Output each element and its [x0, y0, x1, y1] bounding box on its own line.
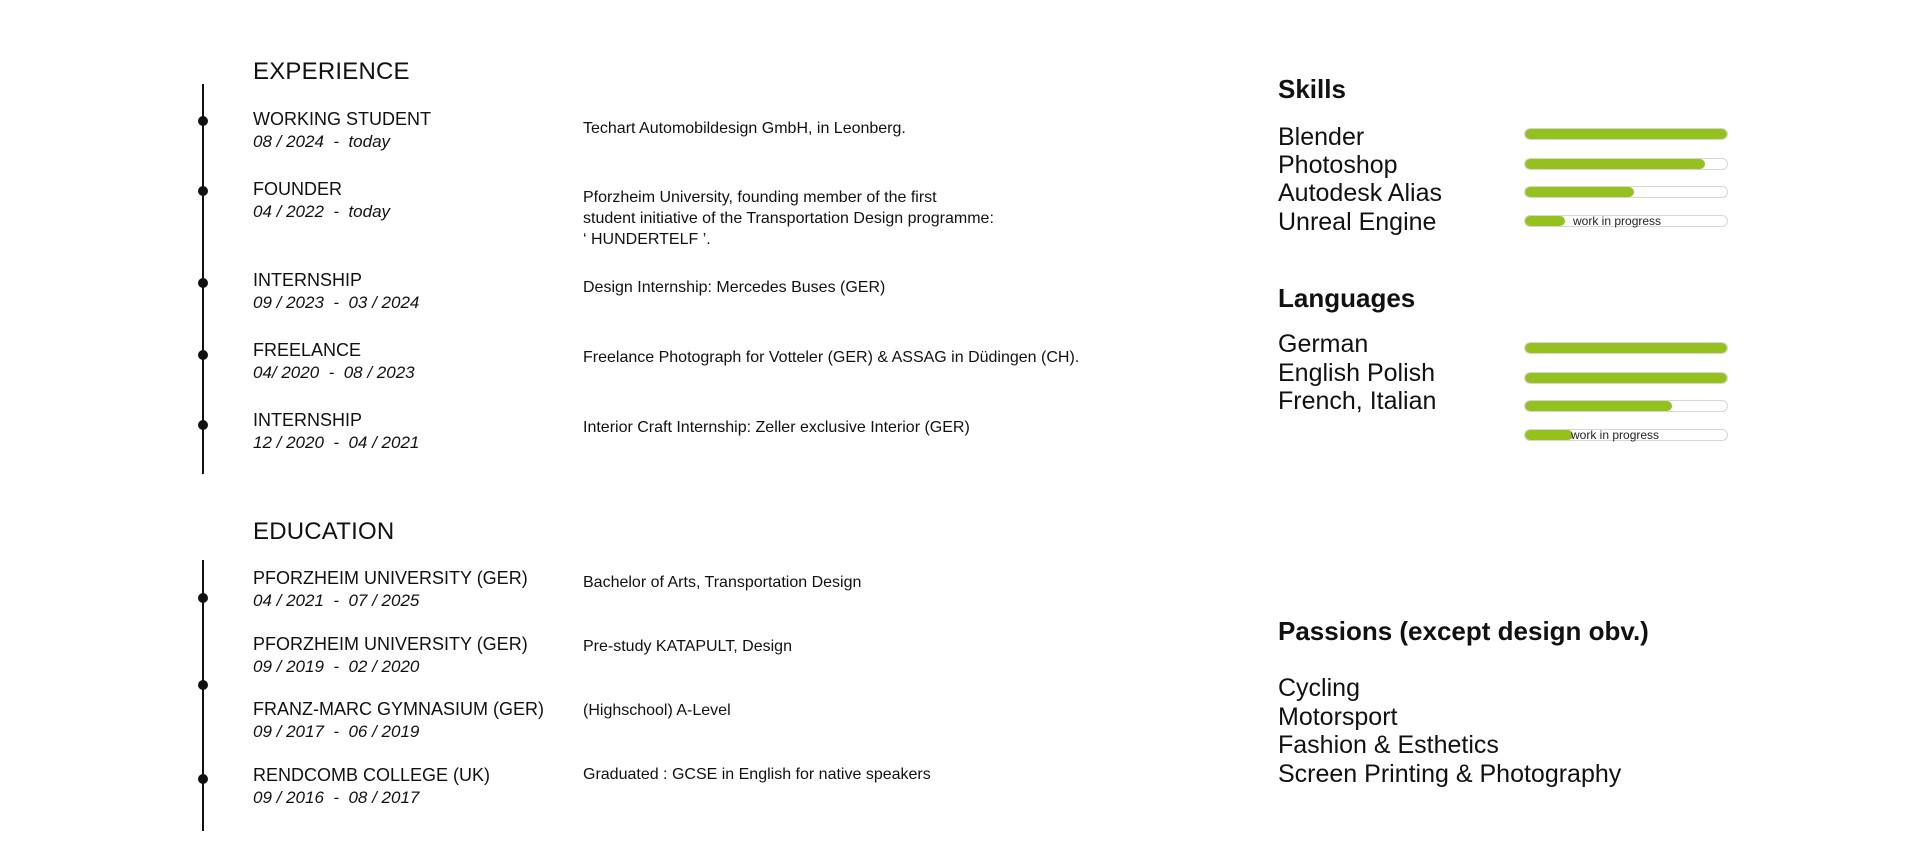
language-label-german: German — [1278, 330, 1369, 358]
language-bar-english-polish — [1524, 372, 1728, 384]
skill-bar-fill — [1525, 129, 1727, 139]
entry-description: Freelance Photograph for Votteler (GER) & ASSAG in Düdingen (CH). — [583, 349, 1080, 366]
passion-item-fashion-esthetics: Fashion & Esthetics — [1278, 731, 1499, 759]
entry-title: INTERNSHIP — [253, 410, 363, 430]
entry-date: 04 / 2021 - 07 / 2025 — [253, 591, 420, 610]
skill-label-blender: Blender — [1278, 123, 1365, 151]
entry-description: (Highschool) A-Level — [583, 702, 731, 719]
entry-date: 09 / 2017 - 06 / 2019 — [253, 722, 420, 741]
passions-heading: Passions (except design obv.) — [1278, 616, 1649, 646]
timeline-dot — [198, 278, 208, 288]
timeline-dot — [198, 774, 208, 784]
skill-bar-autodesk-alias — [1524, 186, 1728, 198]
language-bar-fill — [1525, 343, 1727, 353]
passion-item-cycling: Cycling — [1278, 674, 1360, 702]
entry-description: Interior Craft Internship: Zeller exclusive Interior (GER) — [583, 419, 970, 436]
skill-bar-fill — [1525, 187, 1634, 197]
language-label-french-italian: French, Italian — [1278, 387, 1437, 415]
language-bar-french-italian — [1524, 400, 1728, 412]
language-bar-fill — [1525, 401, 1672, 411]
skill-label-photoshop: Photoshop — [1278, 151, 1398, 179]
skill-label-autodesk-alias: Autodesk Alias — [1278, 179, 1442, 207]
entry-date: 09 / 2023 - 03 / 2024 — [253, 293, 420, 312]
entry-description: Graduated : GCSE in English for native speakers — [583, 766, 931, 783]
passion-item-motorsport: Motorsport — [1278, 703, 1398, 731]
timeline-dot — [198, 116, 208, 126]
timeline-dot — [198, 186, 208, 196]
language-bar-fill — [1525, 430, 1573, 440]
entry-title: FOUNDER — [253, 179, 342, 199]
entry-title: FRANZ-MARC GYMNASIUM (GER) — [253, 699, 544, 719]
entry-title: WORKING STUDENT — [253, 109, 431, 129]
entry-description-line-2: student initiative of the Transportation Design programme: — [583, 210, 994, 227]
entry-date: 04/ 2020 - 08 / 2023 — [253, 363, 415, 382]
entry-description: Techart Automobildesign GmbH, in Leonberg. — [583, 120, 906, 137]
entry-date: 08 / 2024 - today — [253, 132, 391, 151]
language-bar-german — [1524, 342, 1728, 354]
language-note-work-in-progress: work in progress — [1571, 428, 1660, 442]
timeline-dot — [198, 350, 208, 360]
timeline-dot — [198, 593, 208, 603]
entry-date: 04 / 2022 - today — [253, 202, 391, 221]
entry-title: RENDCOMB COLLEGE (UK) — [253, 765, 491, 785]
timeline-dot — [198, 420, 208, 430]
entry-date: 09 / 2019 - 02 / 2020 — [253, 657, 420, 676]
entry-date: 09 / 2016 - 08 / 2017 — [253, 788, 420, 807]
skill-note-work-in-progress: work in progress — [1573, 214, 1662, 228]
language-bar-fill — [1525, 373, 1727, 383]
entry-description: Design Internship: Mercedes Buses (GER) — [583, 279, 886, 296]
skill-bar-fill — [1525, 216, 1565, 226]
entry-title: PFORZHEIM UNIVERSITY (GER) — [253, 634, 528, 654]
skills-heading: Skills — [1278, 74, 1346, 104]
passion-item-screen-printing-photography: Screen Printing & Photography — [1278, 760, 1622, 788]
entry-title: INTERNSHIP — [253, 270, 363, 290]
skill-label-unreal-engine: Unreal Engine — [1278, 208, 1437, 236]
entry-description-line-3: ‘ HUNDERTELF ’. — [583, 231, 711, 248]
entry-description: Bachelor of Arts, Transportation Design — [583, 574, 862, 591]
languages-heading: Languages — [1278, 283, 1416, 313]
entry-date: 12 / 2020 - 04 / 2021 — [253, 433, 420, 452]
timeline-dot — [198, 680, 208, 690]
entry-description: Pre-study KATAPULT, Design — [583, 638, 792, 655]
education-heading: EDUCATION — [253, 518, 395, 545]
experience-heading: EXPERIENCE — [253, 58, 410, 85]
skill-bar-fill — [1525, 159, 1705, 169]
entry-description-line-1: Pforzheim University, founding member of the first — [583, 189, 937, 206]
language-label-english-polish: English Polish — [1278, 359, 1436, 387]
skill-bar-photoshop — [1524, 158, 1728, 170]
skill-bar-blender — [1524, 128, 1728, 140]
entry-title: PFORZHEIM UNIVERSITY (GER) — [253, 568, 528, 588]
entry-title: FREELANCE — [253, 340, 362, 360]
